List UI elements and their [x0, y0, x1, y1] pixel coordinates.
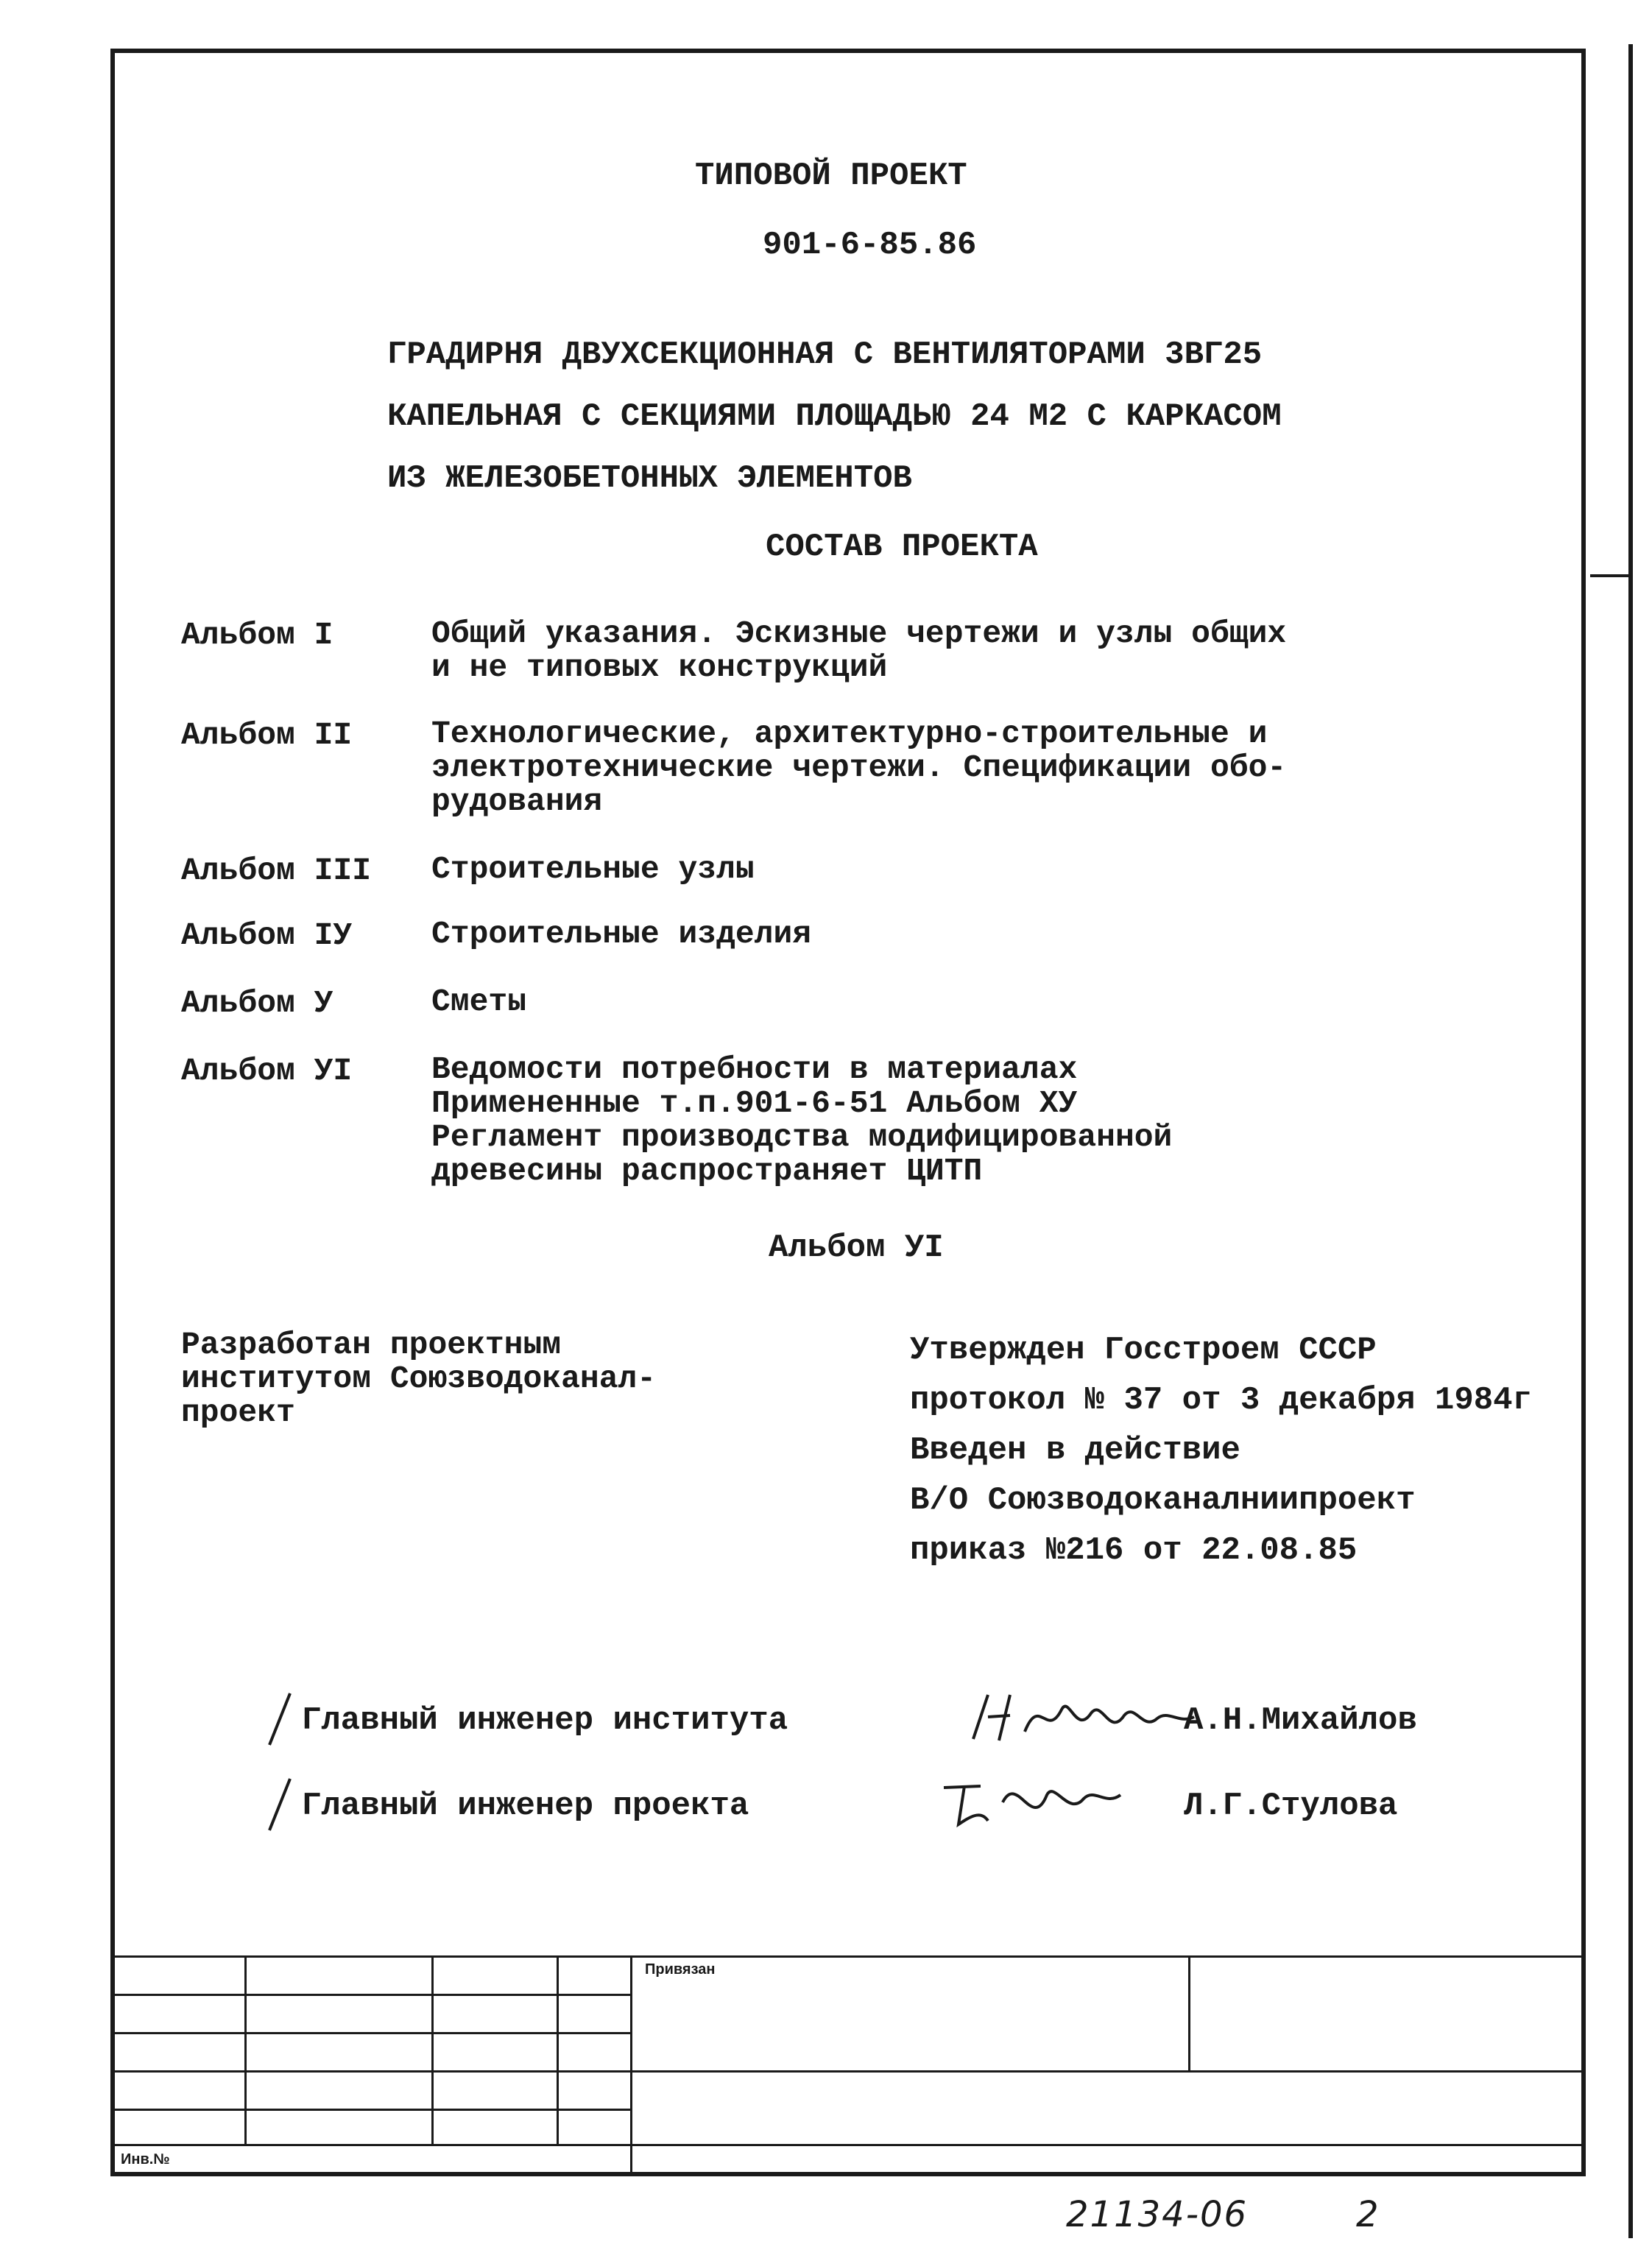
- composition-heading: СОСТАВ ПРОЕКТА: [766, 529, 1038, 565]
- title-block-stamp: [115, 1955, 1586, 2173]
- stamp-rule: [115, 2109, 630, 2111]
- stamp-rule: [630, 1955, 632, 2173]
- album-description: [431, 917, 1492, 951]
- title-line: ИЗ ЖЕЛЕЗОБЕТОННЫХ ЭЛЕМЕНТОВ: [387, 460, 912, 497]
- margin-tick: [1590, 574, 1628, 577]
- page-number: 2: [1356, 2194, 1380, 2235]
- signatory-name: Л.Г.Стулова: [1184, 1788, 1398, 1824]
- slash-mark: [265, 1776, 294, 1845]
- album-description-line: древесины распространяет ЦИТП: [431, 1153, 983, 1189]
- stamp-rule: [244, 1955, 247, 2144]
- album-description-line: Строительные изделия: [431, 916, 812, 952]
- album-description-line: Общий указания. Эскизные чертежи и узлы общих: [431, 615, 1287, 652]
- stamp-rule: [115, 2070, 1586, 2073]
- handwritten-signature: [929, 1766, 1150, 1849]
- album-label: Альбом III: [181, 853, 372, 889]
- album-label: Альбом У: [181, 985, 333, 1021]
- approval-line: приказ №216 от 22.08.85: [910, 1532, 1358, 1569]
- signatory-role: Главный инженер института: [302, 1702, 788, 1739]
- title-line: КАПЕЛЬНАЯ С СЕКЦИЯМИ ПЛОЩАДЬЮ 24 М2 С КАРКАСОМ: [387, 398, 1282, 435]
- stamp-rule: [115, 1955, 1586, 1958]
- project-number: 901-6-85.86: [763, 227, 977, 264]
- stamp-rule: [1188, 1955, 1190, 2070]
- document-code: 21134-06: [1066, 2194, 1249, 2235]
- album-description-line: Ведомости потребности в материалах: [431, 1051, 1078, 1087]
- stamp-rule: [557, 1955, 559, 2144]
- handwritten-signature: [959, 1680, 1209, 1764]
- approval-line: Введен в действие: [910, 1432, 1240, 1469]
- signatory-name: А.Н.Михайлов: [1184, 1702, 1417, 1739]
- inventory-label: Инв.№: [121, 2151, 170, 2167]
- developer-line: Разработан проектным: [181, 1327, 562, 1363]
- approval-line: В/О Союзводоканалниипроект: [910, 1482, 1416, 1519]
- privyazan-label: Привязан: [645, 1961, 716, 1978]
- album-description: [431, 617, 1492, 685]
- album-description-line: Сметы: [431, 984, 527, 1020]
- album-label: Альбом IУ: [181, 917, 353, 953]
- stamp-rule: [431, 1955, 434, 2144]
- album-description: [431, 717, 1492, 819]
- album-description-line: Строительные узлы: [431, 851, 755, 887]
- developer-line: институтом Союзводоканал-: [181, 1361, 657, 1397]
- album-description: [431, 985, 1492, 1019]
- album-description: [431, 853, 1492, 886]
- slash-mark: [265, 1690, 294, 1760]
- developer-line: проект: [181, 1394, 295, 1431]
- album-label: Альбом II: [181, 717, 353, 753]
- project-type-label: ТИПОВОЙ ПРОЕКТ: [695, 158, 967, 194]
- stamp-rule: [115, 2144, 1586, 2146]
- signatory-role: Главный инженер проекта: [302, 1788, 749, 1824]
- album-description-line: рудования: [431, 783, 603, 819]
- project-title: [387, 324, 1492, 509]
- album-description-line: Примененные т.п.901-6-51 Альбом ХУ: [431, 1085, 1078, 1121]
- album-description-line: и не типовых конструкций: [431, 649, 888, 685]
- album-description-line: электротехнические чертежи. Спецификации обо-: [431, 749, 1287, 786]
- approval-block: [910, 1325, 1532, 1576]
- album-label: Альбом УI: [181, 1053, 353, 1089]
- approval-line: протокол № 37 от 3 декабря 1984г: [910, 1382, 1532, 1419]
- title-line: ГРАДИРНЯ ДВУХСЕКЦИОННАЯ С ВЕНТИЛЯТОРАМИ 3ВГ25: [387, 336, 1263, 373]
- right-margin-rule: [1628, 44, 1633, 2238]
- approval-line: Утвержден Госстроем СССР: [910, 1332, 1377, 1369]
- developer-block: [181, 1328, 656, 1430]
- album-label: Альбом I: [181, 617, 333, 653]
- album-description-line: Регламент производства модифицированной: [431, 1119, 1173, 1155]
- current-album-label: Альбом УI: [769, 1230, 944, 1266]
- stamp-rule: [115, 1994, 630, 1996]
- album-description-line: Технологические, архитектурно-строительные и: [431, 716, 1268, 752]
- album-description: [431, 1053, 1492, 1188]
- stamp-rule: [115, 2032, 630, 2034]
